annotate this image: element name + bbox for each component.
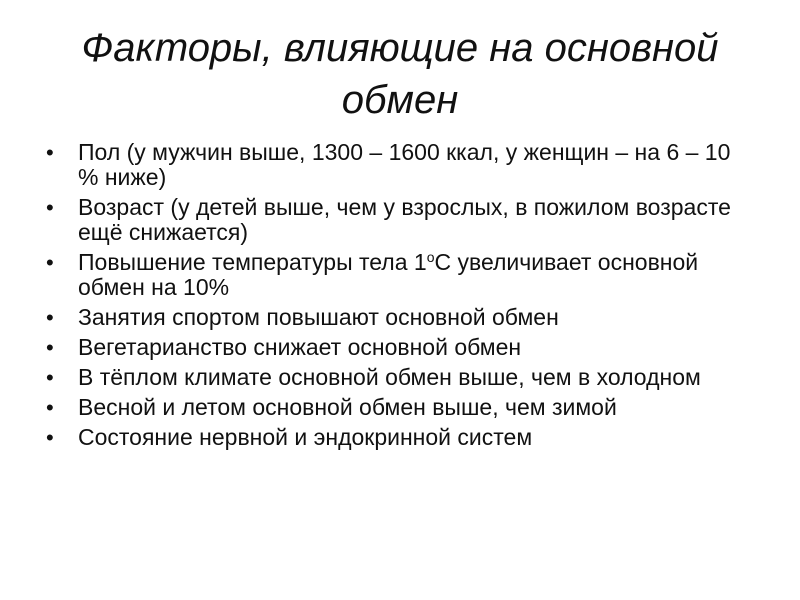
list-item-text: Возраст (у детей выше, чем у взрослых, в пожилом возрасте ещё снижается) (78, 194, 731, 245)
bullet-icon: • (46, 365, 54, 390)
list-item (44, 250, 744, 300)
bullet-list (44, 140, 744, 455)
list-item-text: В тёплом климате основной обмен выше, чем в холодном (78, 364, 701, 390)
list-item (44, 425, 744, 450)
degree-superscript: о (426, 249, 435, 265)
bullet-icon: • (46, 395, 54, 420)
list-item (44, 195, 744, 245)
list-item-text: Вегетарианство снижает основной обмен (78, 334, 522, 360)
list-item-text (78, 249, 698, 300)
bullet-icon: • (46, 305, 54, 330)
list-item (44, 140, 744, 190)
list-item-text: Состояние нервной и эндокринной систем (78, 424, 533, 450)
list-item-text-before: Повышение температуры тела 1 (78, 249, 427, 275)
slide-title: Факторы, влияющие на основной обмен (81, 26, 719, 122)
bullet-icon: • (46, 250, 54, 275)
list-item (44, 365, 744, 390)
list-item (44, 395, 744, 420)
list-item (44, 305, 744, 330)
list-item (44, 335, 744, 360)
bullet-icon: • (46, 195, 54, 220)
list-item-text: Занятия спортом повышают основной обмен (78, 304, 559, 330)
list-item-text: Пол (у мужчин выше, 1300 – 1600 ккал, у женщин – на 6 – 10 % ниже) (78, 139, 731, 190)
list-item-text: Весной и летом основной обмен выше, чем зимой (78, 394, 617, 420)
bullet-icon: • (46, 140, 54, 165)
bullet-icon: • (46, 335, 54, 360)
list-item-text-after: С увеличивает основной обмен на 10% (78, 249, 699, 300)
bullet-icon: • (46, 425, 54, 450)
